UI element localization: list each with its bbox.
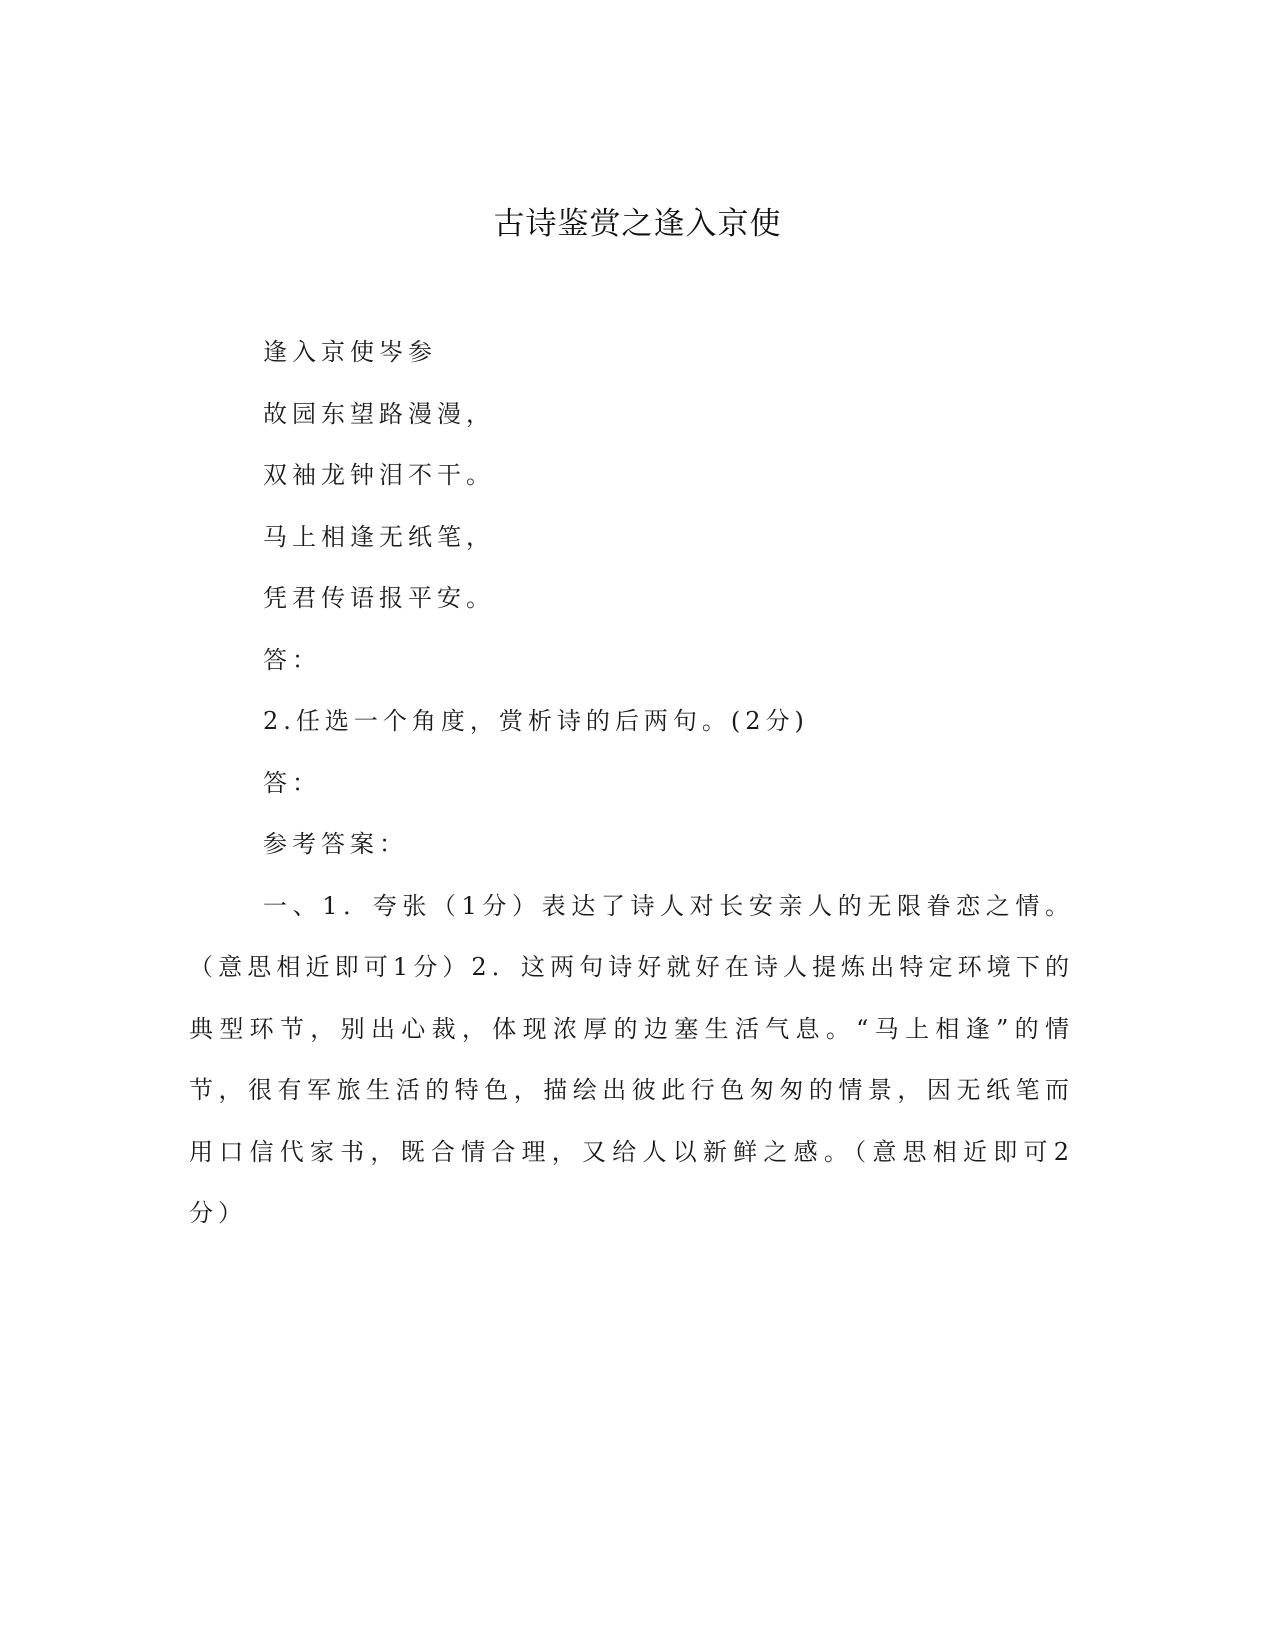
reference-heading: 参考答案： [263,830,408,858]
poem-heading: 逢入京使岑参 [263,338,437,366]
document-body [189,322,1074,1245]
document-title: 古诗鉴赏之逢入京使 [493,206,782,242]
answer-label-1: 答： [263,645,321,674]
poem-line-2: 双袖龙钟泪不干。 [263,461,495,489]
poem-line-3: 马上相逢无纸笔， [263,522,495,551]
poem-line-4: 凭君传语报平安。 [263,584,495,612]
question-2: 2.任选一个角度，赏析诗的后两句。(2分) [263,707,809,735]
reference-answer: 一、1．夸张（1分）表达了诗人对长安亲人的无限眷恋之情。（意思相近即可1分）2．这两句诗好就好在诗人提炼出特定环境下的典型环节，别出心裁，体现浓厚的边塞生活气息。“马上相逢”的情节，很有军旅生活的特色，描绘出彼此行色匆匆的情景，因无纸笔而用口信代家书，既合情合理，又给人以新鲜之感。（意思相近即可2分） [189,891,1074,1227]
answer-label-2: 答： [263,768,321,797]
poem-line-1: 故园东望路漫漫， [263,399,495,428]
